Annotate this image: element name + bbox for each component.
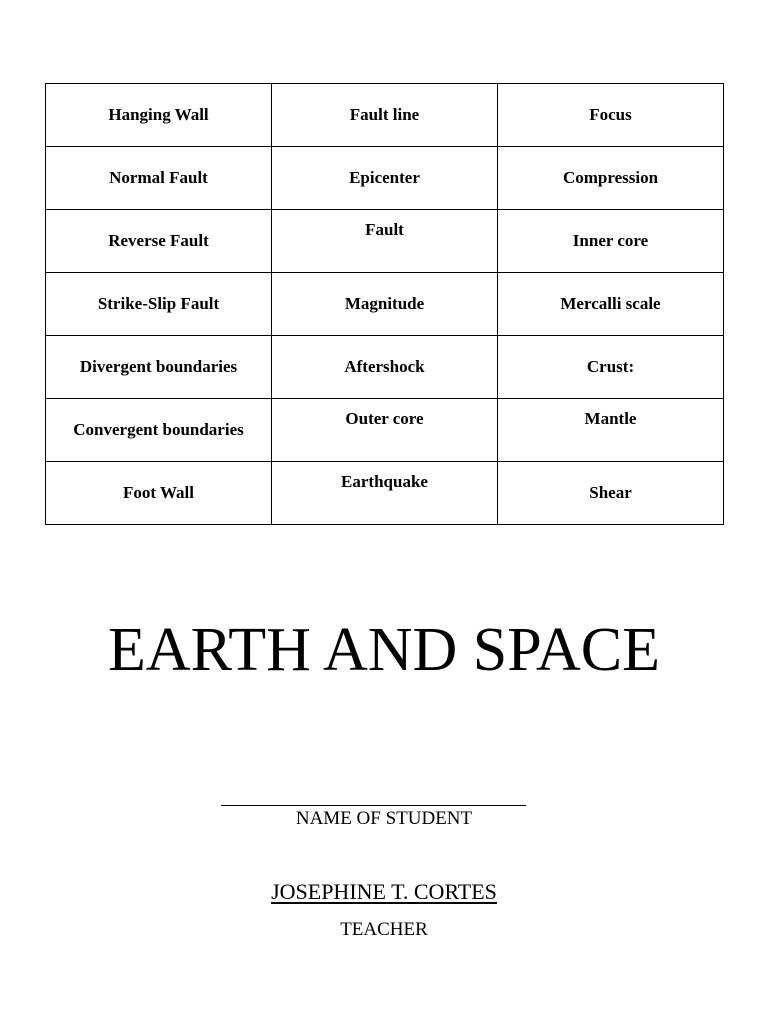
table-cell: Aftershock — [272, 336, 498, 399]
table-cell: Hanging Wall — [46, 84, 272, 147]
table-cell: Epicenter — [272, 147, 498, 210]
student-name-line — [221, 805, 526, 806]
table-cell: Divergent boundaries — [46, 336, 272, 399]
table-cell: Focus — [498, 84, 724, 147]
table-cell: Fault — [272, 210, 498, 273]
table-row — [46, 147, 724, 210]
table-cell: Fault line — [272, 84, 498, 147]
table-row — [46, 84, 724, 147]
table-cell: Mercalli scale — [498, 273, 724, 336]
table-cell: Foot Wall — [46, 462, 272, 525]
table-cell: Mantle — [498, 399, 724, 462]
vocabulary-table — [45, 83, 724, 525]
table-cell: Shear — [498, 462, 724, 525]
teacher-name-block — [0, 878, 768, 906]
table-row — [46, 273, 724, 336]
table-row — [46, 336, 724, 399]
table-cell: Compression — [498, 147, 724, 210]
page-title: EARTH AND SPACE — [107, 616, 661, 684]
table-cell: Convergent boundaries — [46, 399, 272, 462]
table-cell: Strike-Slip Fault — [46, 273, 272, 336]
table-cell: Crust: — [498, 336, 724, 399]
table-cell: Magnitude — [272, 273, 498, 336]
teacher-name: JOSEPHINE T. CORTES — [271, 879, 497, 904]
table-cell: Earthquake — [272, 462, 498, 525]
table-cell: Outer core — [272, 399, 498, 462]
table-row — [46, 399, 724, 462]
table-cell: Inner core — [498, 210, 724, 273]
table-cell: Normal Fault — [46, 147, 272, 210]
table-cell: Reverse Fault — [46, 210, 272, 273]
student-name-label: NAME OF STUDENT — [295, 808, 473, 829]
teacher-label: TEACHER — [340, 919, 428, 940]
table-row — [46, 462, 724, 525]
table-row — [46, 210, 724, 273]
